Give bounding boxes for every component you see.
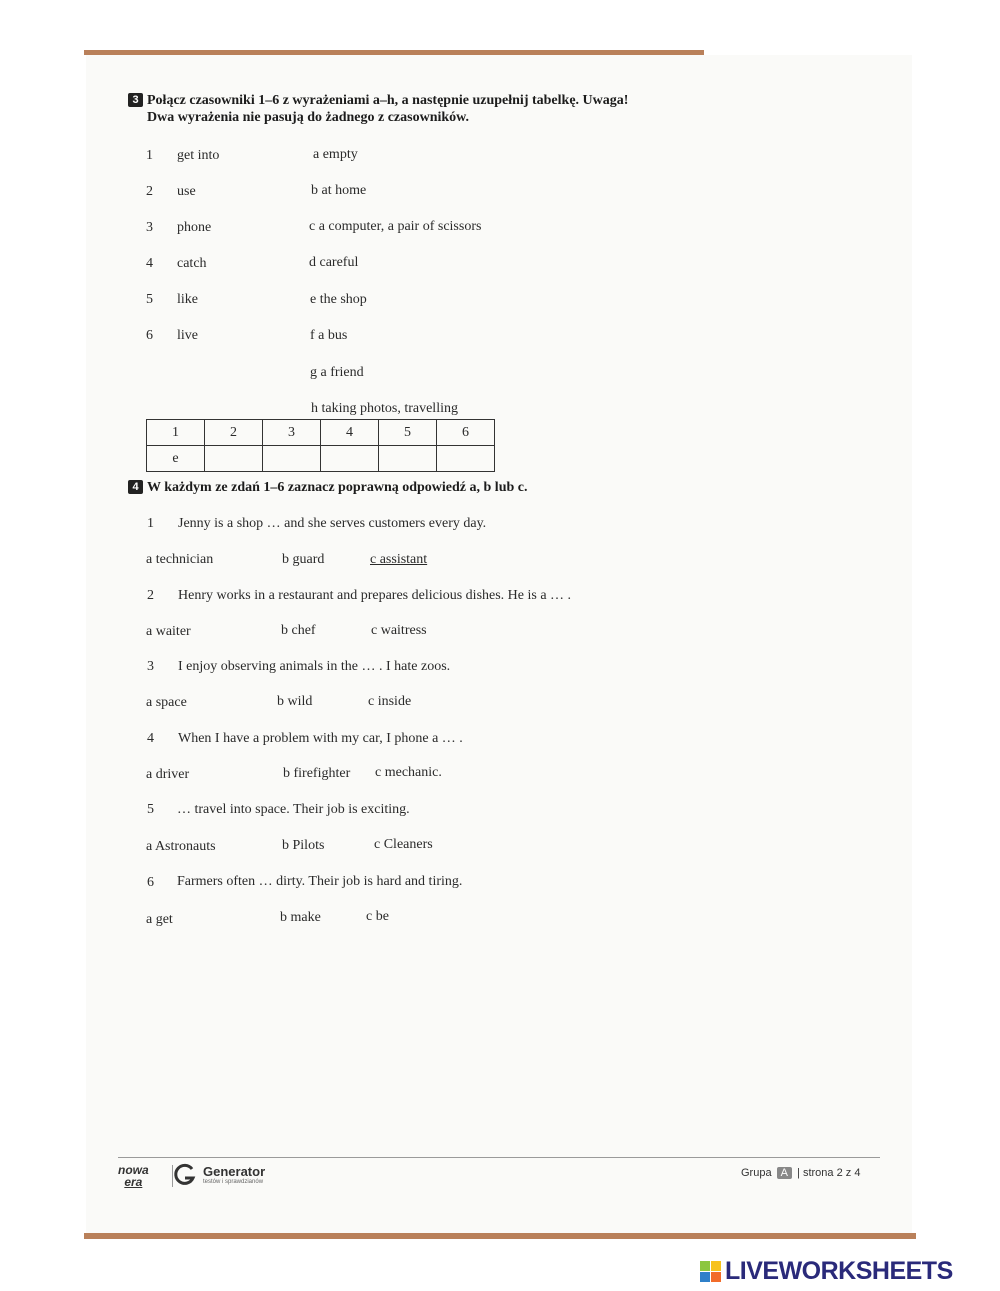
expression-item: h taking photos, travelling <box>311 401 458 416</box>
expression-item: c a computer, a pair of scissors <box>309 219 482 234</box>
answer-cell-2[interactable] <box>205 446 263 472</box>
liveworksheets-wordmark: LIVEWORKSHEETS <box>725 1256 953 1285</box>
option-c[interactable]: c mechanic. <box>375 765 442 780</box>
question-number: 1 <box>147 516 154 531</box>
option-c-selected[interactable]: c assistant <box>370 552 428 567</box>
verb-item: 1 <box>146 148 153 163</box>
answer-table-header-row <box>147 420 495 446</box>
generator-subtitle: testów i sprawdzianów <box>203 1179 264 1185</box>
option-a[interactable]: a technician <box>146 552 214 567</box>
answer-cell-4[interactable] <box>321 446 379 472</box>
option-b[interactable]: b Pilots <box>282 838 325 853</box>
exercise-4-heading <box>128 480 527 496</box>
exercise-3-heading <box>128 93 628 109</box>
answer-table-header: 1 <box>147 420 205 446</box>
question-number: 5 <box>147 802 154 817</box>
answer-cell-3[interactable] <box>263 446 321 472</box>
question-number: 6 <box>147 875 154 890</box>
expression-item: g a friend <box>310 365 364 380</box>
page-number-text: | strona 2 z 4 <box>797 1167 861 1179</box>
logo-line-nowa: nowa <box>118 1163 149 1177</box>
option-c[interactable]: c Cleaners <box>374 837 433 852</box>
paper-edge-bottom <box>84 1233 916 1239</box>
question-number: 4 <box>147 731 154 746</box>
exercise-3-instruction-line1: Połącz czasowniki 1–6 z wyrażeniami a–h, a następnie uzupełnij tabelkę. Uwaga! <box>147 93 629 108</box>
question-text: When I have a problem with my car, I phone a … . <box>178 731 463 746</box>
answer-table-answer-row <box>147 446 495 472</box>
option-b[interactable]: b wild <box>277 694 313 709</box>
option-b[interactable]: b make <box>280 910 321 925</box>
answer-cell-5[interactable] <box>379 446 437 472</box>
question-number: 2 <box>147 588 154 603</box>
answer-cell-1[interactable]: e <box>147 446 205 472</box>
option-a[interactable]: a get <box>146 912 173 927</box>
verb-item: 4 <box>146 256 153 271</box>
answer-table-header: 5 <box>379 420 437 446</box>
verb-text: get into <box>177 148 220 163</box>
verb-text: phone <box>177 220 212 235</box>
question-text: I enjoy observing animals in the … . I hate zoos. <box>178 659 451 674</box>
option-a[interactable]: a driver <box>146 767 190 782</box>
question-text: Farmers often … dirty. Their job is hard and tiring. <box>177 874 463 889</box>
expression-item: d careful <box>309 255 359 270</box>
logo-line-era: era <box>124 1175 143 1189</box>
exercise-4-number-badge: 4 <box>128 480 143 494</box>
footer-divider <box>118 1157 880 1158</box>
question-text: … travel into space. Their job is exciting. <box>177 802 410 817</box>
option-a[interactable]: a space <box>146 695 187 710</box>
answer-table-header: 4 <box>321 420 379 446</box>
verb-text: catch <box>177 256 207 271</box>
exercise-3-instruction-line2: Dwa wyrażenia nie pasują do żadnego z czasowników. <box>147 110 470 125</box>
generator-title: Generator <box>203 1164 266 1179</box>
grupa-label: Grupa <box>741 1167 772 1179</box>
question-number: 3 <box>147 659 154 674</box>
exercise-3-number-badge: 3 <box>128 93 143 107</box>
generator-g-icon <box>172 1163 198 1189</box>
verb-item: 2 <box>146 184 153 199</box>
option-b[interactable]: b firefighter <box>283 766 351 781</box>
grupa-letter-badge: A <box>777 1167 792 1179</box>
liveworksheets-logo-icon <box>700 1261 721 1282</box>
verb-text: live <box>177 328 198 343</box>
option-c[interactable]: c inside <box>368 694 412 709</box>
answer-table-header: 3 <box>263 420 321 446</box>
exercise-4-instruction: W każdym ze zdań 1–6 zaznacz poprawną odpowiedź a, b lub c. <box>147 480 528 495</box>
option-c[interactable]: c waitress <box>371 623 427 638</box>
question-text: Henry works in a restaurant and prepares delicious dishes. He is a … . <box>178 588 572 603</box>
option-a[interactable]: a waiter <box>146 624 191 639</box>
verb-item: 3 <box>146 220 153 235</box>
expression-item: f a bus <box>310 328 348 343</box>
expression-item: e the shop <box>310 292 367 307</box>
question-text: Jenny is a shop … and she serves customers every day. <box>178 516 487 531</box>
answer-table-header: 2 <box>205 420 263 446</box>
liveworksheets-watermark <box>700 1257 953 1285</box>
option-c[interactable]: c be <box>366 909 389 924</box>
page-info <box>741 1167 860 1179</box>
option-b[interactable]: b chef <box>281 623 316 638</box>
expression-item: b at home <box>311 183 367 198</box>
nowa-era-logo <box>118 1164 149 1188</box>
answer-table-header: 6 <box>437 420 495 446</box>
answer-cell-6[interactable] <box>437 446 495 472</box>
expression-item: a empty <box>313 147 358 162</box>
option-a[interactable]: a Astronauts <box>146 839 216 854</box>
option-b[interactable]: b guard <box>282 552 325 567</box>
verb-text: use <box>177 184 196 199</box>
verb-item: 5 <box>146 292 153 307</box>
verb-item: 6 <box>146 328 153 343</box>
verb-text: like <box>177 292 198 307</box>
answer-table <box>146 419 495 472</box>
